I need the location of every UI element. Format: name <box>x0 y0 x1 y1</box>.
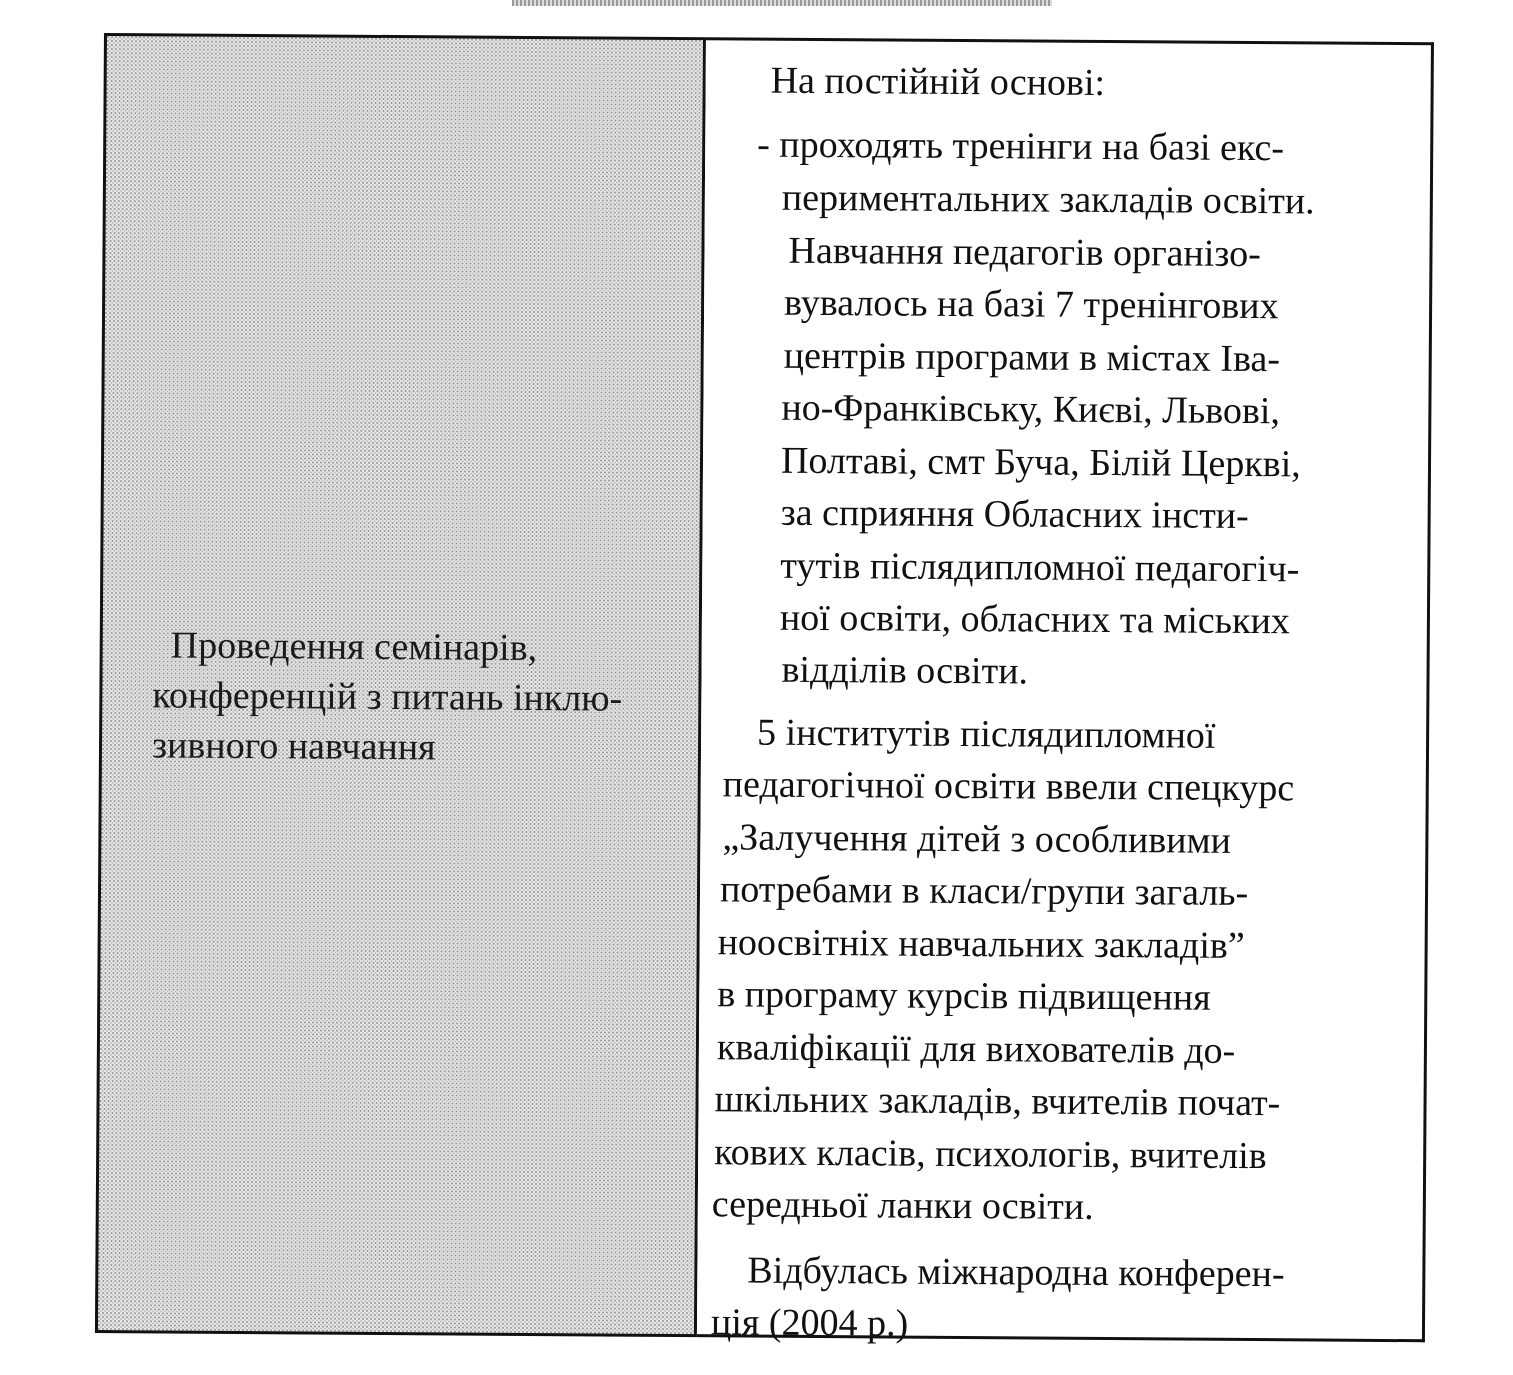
paragraph-line: потребами в класи/групи загаль- <box>719 868 1249 915</box>
paragraph-line: ція (2004 р.) <box>710 1301 909 1345</box>
left-cell-line: зивного навчання <box>151 724 436 769</box>
paragraph-line: в програму курсів підвищення <box>717 973 1211 1019</box>
paragraph-line: Відбулась міжнародна конферен- <box>747 1249 1285 1296</box>
bullet-line: вувалось на базі 7 тренінгових <box>783 281 1279 328</box>
paragraph-line: ноосвітніх навчальних закладів” <box>717 921 1245 967</box>
paragraph-line: педагогічної освіти ввели спецкурс <box>722 763 1295 810</box>
paragraph-line: „Залучення дітей з особливими <box>722 816 1232 862</box>
table-cell-right <box>697 37 1434 1345</box>
bullet-line: Навчання педагогів організо- <box>788 229 1261 276</box>
bullet-line: периментальних закладів освіти. <box>781 176 1315 223</box>
left-cell-text <box>152 620 693 774</box>
scan-artifact-line <box>512 0 1052 6</box>
bullet-line: Полтаві, смт Буча, Білій Церкві, <box>780 439 1301 486</box>
paragraph-line: кваліфікації для вихователів до- <box>716 1026 1236 1072</box>
paragraph-line: середньої ланки освіти. <box>711 1183 1094 1228</box>
right-cell-text <box>706 40 1434 1345</box>
bullet-line: центрів програми в містах Іва- <box>783 334 1281 381</box>
bullet-line: - проходять тренінги на базі екс- <box>757 123 1285 170</box>
bullet-line: но-Франківську, Києві, Львові, <box>781 386 1281 433</box>
bullet-line: за сприяння Обласних інсти- <box>780 491 1249 538</box>
paragraph-line: 5 інститутів післядипломної <box>756 711 1216 757</box>
bullet-line: ної освіти, обласних та міських <box>779 596 1291 643</box>
left-cell-line: конференцій з питань інклю- <box>152 674 623 720</box>
bullet-line: тутів післядипломної педагогіч- <box>780 544 1300 591</box>
right-cell-heading: На постійній основі: <box>770 59 1106 104</box>
paragraph-line: шкільних закладів, вчителів почат- <box>714 1078 1281 1125</box>
table-cell-left <box>95 33 706 1337</box>
paragraph-line: кових класів, психологів, вчителів <box>714 1131 1267 1178</box>
bullet-line: відділів освіти. <box>781 648 1029 693</box>
left-cell-line: Проведення семінарів, <box>170 624 538 670</box>
document-table <box>95 33 1434 1362</box>
